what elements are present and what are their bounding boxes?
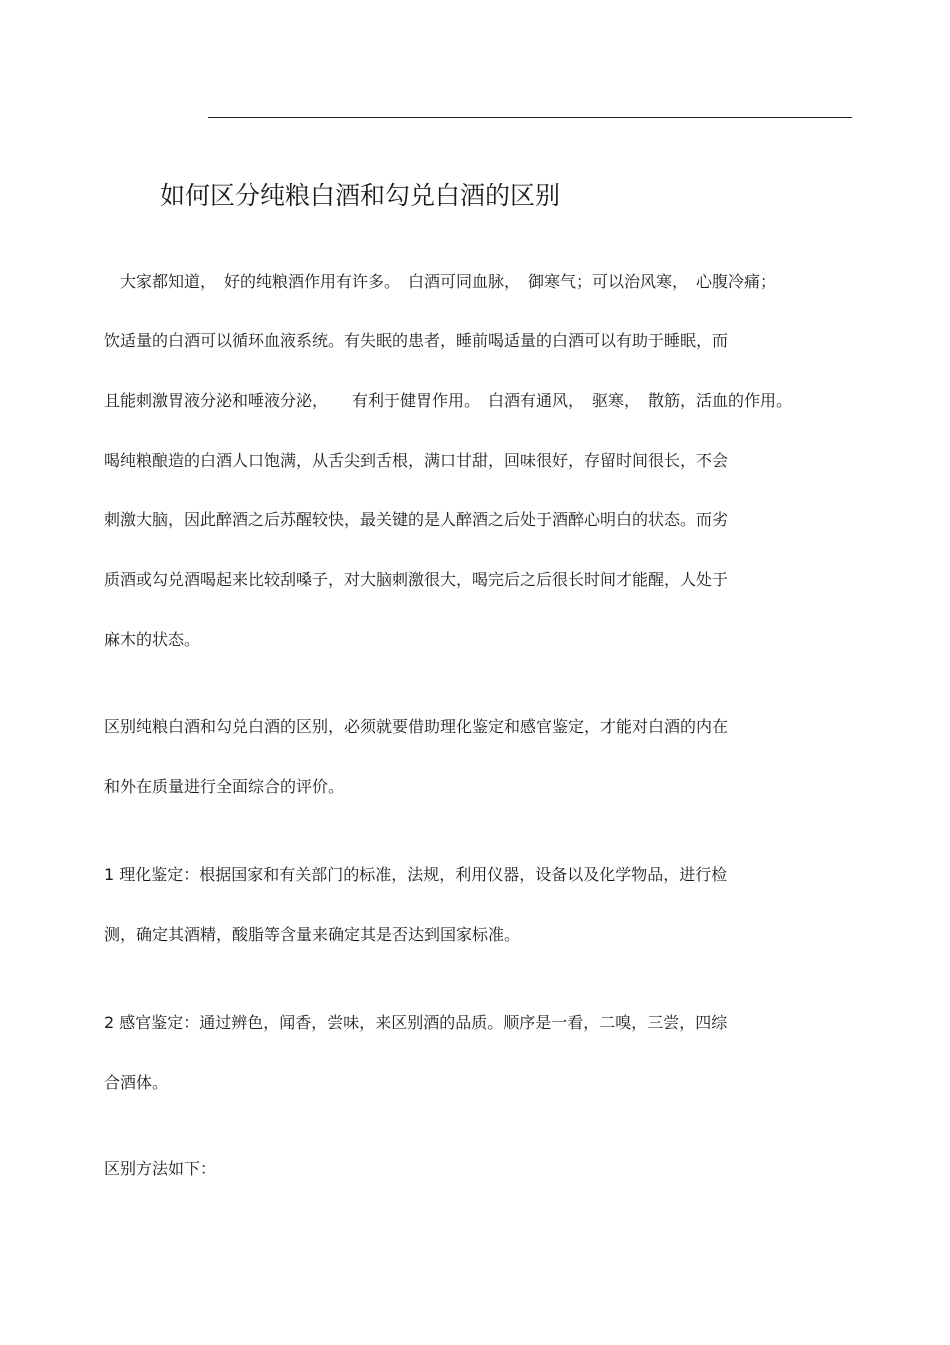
text-line: 合酒体。	[104, 1073, 169, 1092]
text-line: 1 理化鉴定：根据国家和有关部门的标准，法规，利用仪器，设备以及化学物品，进行检	[104, 865, 728, 884]
text-line: 区别纯粮白酒和勾兑白酒的区别，必须就要借助理化鉴定和感官鉴定，才能对白酒的内在	[104, 717, 729, 736]
document-title: 如何区分纯粮白酒和勾兑白酒的区别	[160, 181, 561, 210]
text-line: 质酒或勾兑酒喝起来比较刮嗓子，对大脑刺激很大，喝完后之后很长时间才能醒，人处于	[104, 570, 729, 589]
text-line: 大家都知道， 好的纯粮酒作用有许多。 白酒可同血脉， 御寒气；可以治风寒， 心腹冷痛；	[104, 272, 777, 291]
header-rule	[208, 117, 852, 118]
text-line: 测，确定其酒精，酸脂等含量来确定其是否达到国家标准。	[104, 925, 521, 944]
text-line: 喝纯粮酿造的白酒人口饱满，从舌尖到舌根，满口甘甜，回味很好，存留时间很长，不会	[104, 451, 729, 470]
text-line: 且能刺激胃液分泌和唾液分泌， 有利于健胃作用。 白酒有通风， 驱寒， 散筋，活血的作用。	[104, 391, 793, 410]
text-line: 区别方法如下：	[104, 1159, 217, 1178]
text-line: 刺激大脑，因此醉酒之后苏醒较快，最关键的是人醉酒之后处于酒醉心明白的状态。而劣	[104, 510, 729, 529]
text-line: 和外在质量进行全面综合的评价。	[104, 777, 345, 796]
text-line: 饮适量的白酒可以循环血液系统。有失眠的患者，睡前喝适量的白酒可以有助于睡眠，而	[104, 331, 729, 350]
text-line: 麻木的状态。	[104, 630, 201, 649]
text-line: 2 感官鉴定：通过辨色，闻香，尝味，来区别酒的品质。顺序是一看，二嗅，三尝，四综	[104, 1013, 728, 1032]
